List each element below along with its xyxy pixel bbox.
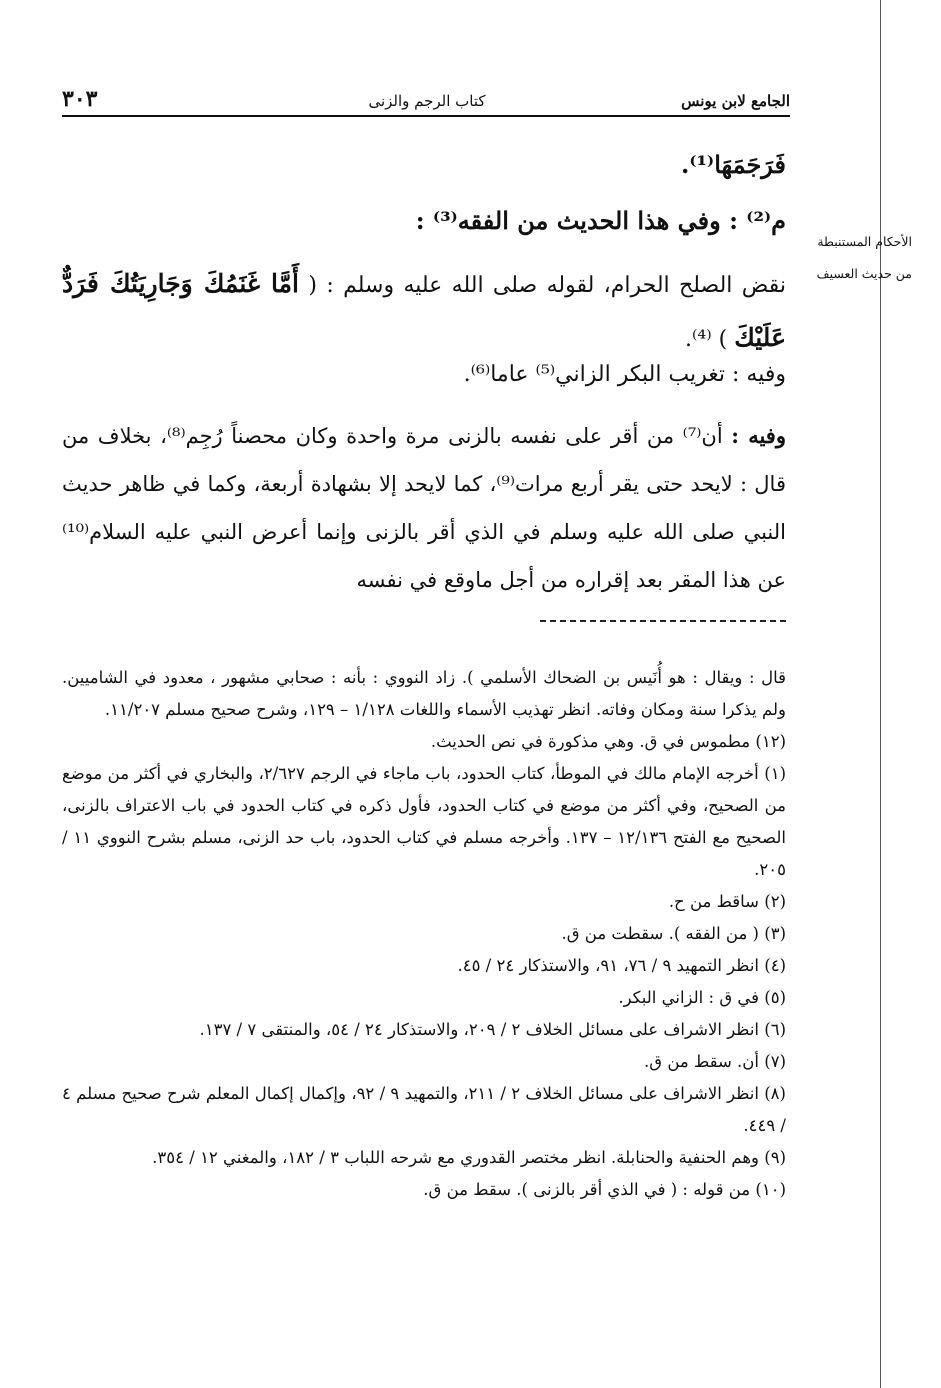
footnote-2: (٢) ساقط من ح.: [668, 892, 786, 911]
section-heading: م⁽²⁾ : وفي هذا الحديث من الفقه⁽³⁾ :: [415, 206, 786, 235]
paragraph-hadith-quote: [62, 258, 786, 366]
footnote-3: (٣) ( من الفقه ). سقطت من ق.: [561, 924, 786, 943]
footnote-10: (١٠) من قوله : ( في الذي أقر بالزنى ). سقط من ق.: [423, 1180, 786, 1199]
page-number: ٣٠٣: [62, 86, 98, 112]
body-line: فَرَجَمَهَا⁽¹⁾.: [681, 150, 786, 179]
margin-rule: [880, 0, 881, 1388]
footnote-separator: [540, 620, 786, 622]
footnote-4: (٤) انظر التمهيد ٩ / ٧٦، ٩١، والاستذكار ٢٤ / ٤٥.: [457, 956, 786, 975]
footnote-7: (٧) أن. سقط من ق.: [644, 1052, 786, 1071]
footnote-9: (٩) وهم الحنفية والحنابلة. انظر مختصر القدوري مع شرحه اللباب ٣ / ١٨٢، والمغني ١٢ / ٣٥٤.: [152, 1148, 786, 1167]
chapter-title: كتاب الرجم والزنى: [368, 92, 486, 110]
footnote-5: (٥) في ق : الزاني البكر.: [618, 988, 786, 1007]
iqrar-text: أن⁽⁷⁾ من أقر على نفسه بالزنى مرة واحدة وكان محصناً رُجِم⁽⁸⁾، بخلاف من قال : لايحد حتى يقر أربع مرات⁽⁹⁾، كما لايحد إلا بشهادة أربعة، وكما في ظاهر حديث النبي صلى الله عليه وسلم في الذي أقر بالزنى وإنما أعرض النبي عليه السلام⁽¹⁰⁾ عن هذا المقر بعد إقراره من أجل ماوقع في نفسه: [62, 424, 786, 592]
margin-note-line: من حديث العسيف: [816, 266, 912, 281]
running-header: [62, 86, 790, 114]
footnote-continuation: قال : ويقال : هو أُنَيس بن الضحاك الأسلمي ). زاد النووي : بأنه : صحابي مشهور ، معدود في الشاميين. ولم يذكرا سنة ومكان وفاته. انظر تهذيب الأسماء واللغات ١/١٢٨ – ١٢٩، وشرح صحيح مسلم ١١/٢٠٧.: [62, 668, 786, 719]
footnote-6: (٦) انظر الاشراف على مسائل الخلاف ٢ / ٢٠٩، والاستذكار ٢٤ / ٥٤، والمنتقى ٧ / ١٣٧.: [199, 1020, 786, 1039]
paragraph-iqrar: [62, 412, 786, 604]
margin-note: [800, 226, 912, 290]
footnote-8: (٨) انظر الاشراف على مسائل الخلاف ٢ / ٢١١، والتمهيد ٩ / ٩٢، وإكمال إكمال المعلم شرح صحيح مسلم ٤ / ٤٤٩.: [62, 1084, 786, 1135]
header-rule: [62, 115, 790, 117]
paragraph-taghrib: وفيه : تغريب البكر الزاني⁽⁵⁾ عاما⁽⁶⁾.: [463, 362, 786, 387]
iqrar-label: وفيه :: [731, 423, 786, 448]
quote-end: ) ⁽⁴⁾.: [684, 327, 728, 352]
quote-intro: نقض الصلح الحرام، لقوله صلى الله عليه وسلم : (: [308, 273, 786, 298]
footnote-12: (١٢) مطموس في ق. وهي مذكورة في نص الحديث.: [430, 732, 786, 751]
hadith-quote: أَمَّا غَنَمُكَ وَجَارِيَتُكَ فَرَدٌّ عَلَيْكَ: [62, 269, 786, 352]
footnote-1: (١) أخرجه الإمام مالك في الموطأ، كتاب الحدود، باب ماجاء في الرجم ٢/٦٢٧، والبخاري في أكثر من موضع من الصحيح، وفي أكثر من موضع في كتاب الحدود، فأول ذكره في كتاب الحدود في باب الاعتراف بالزنى، الصحيح مع الفتح ١٢/١٣٦ – ١٣٧. وأخرجه مسلم في كتاب الحدود، باب حد الزنى، مسلم بشرح النووي ١١ / ٢٠٥.: [62, 764, 786, 879]
margin-note-line: الأحكام المستنبطة: [817, 234, 912, 249]
footnotes: [62, 662, 786, 1206]
book-title: الجامع لابن يونس: [681, 92, 790, 110]
